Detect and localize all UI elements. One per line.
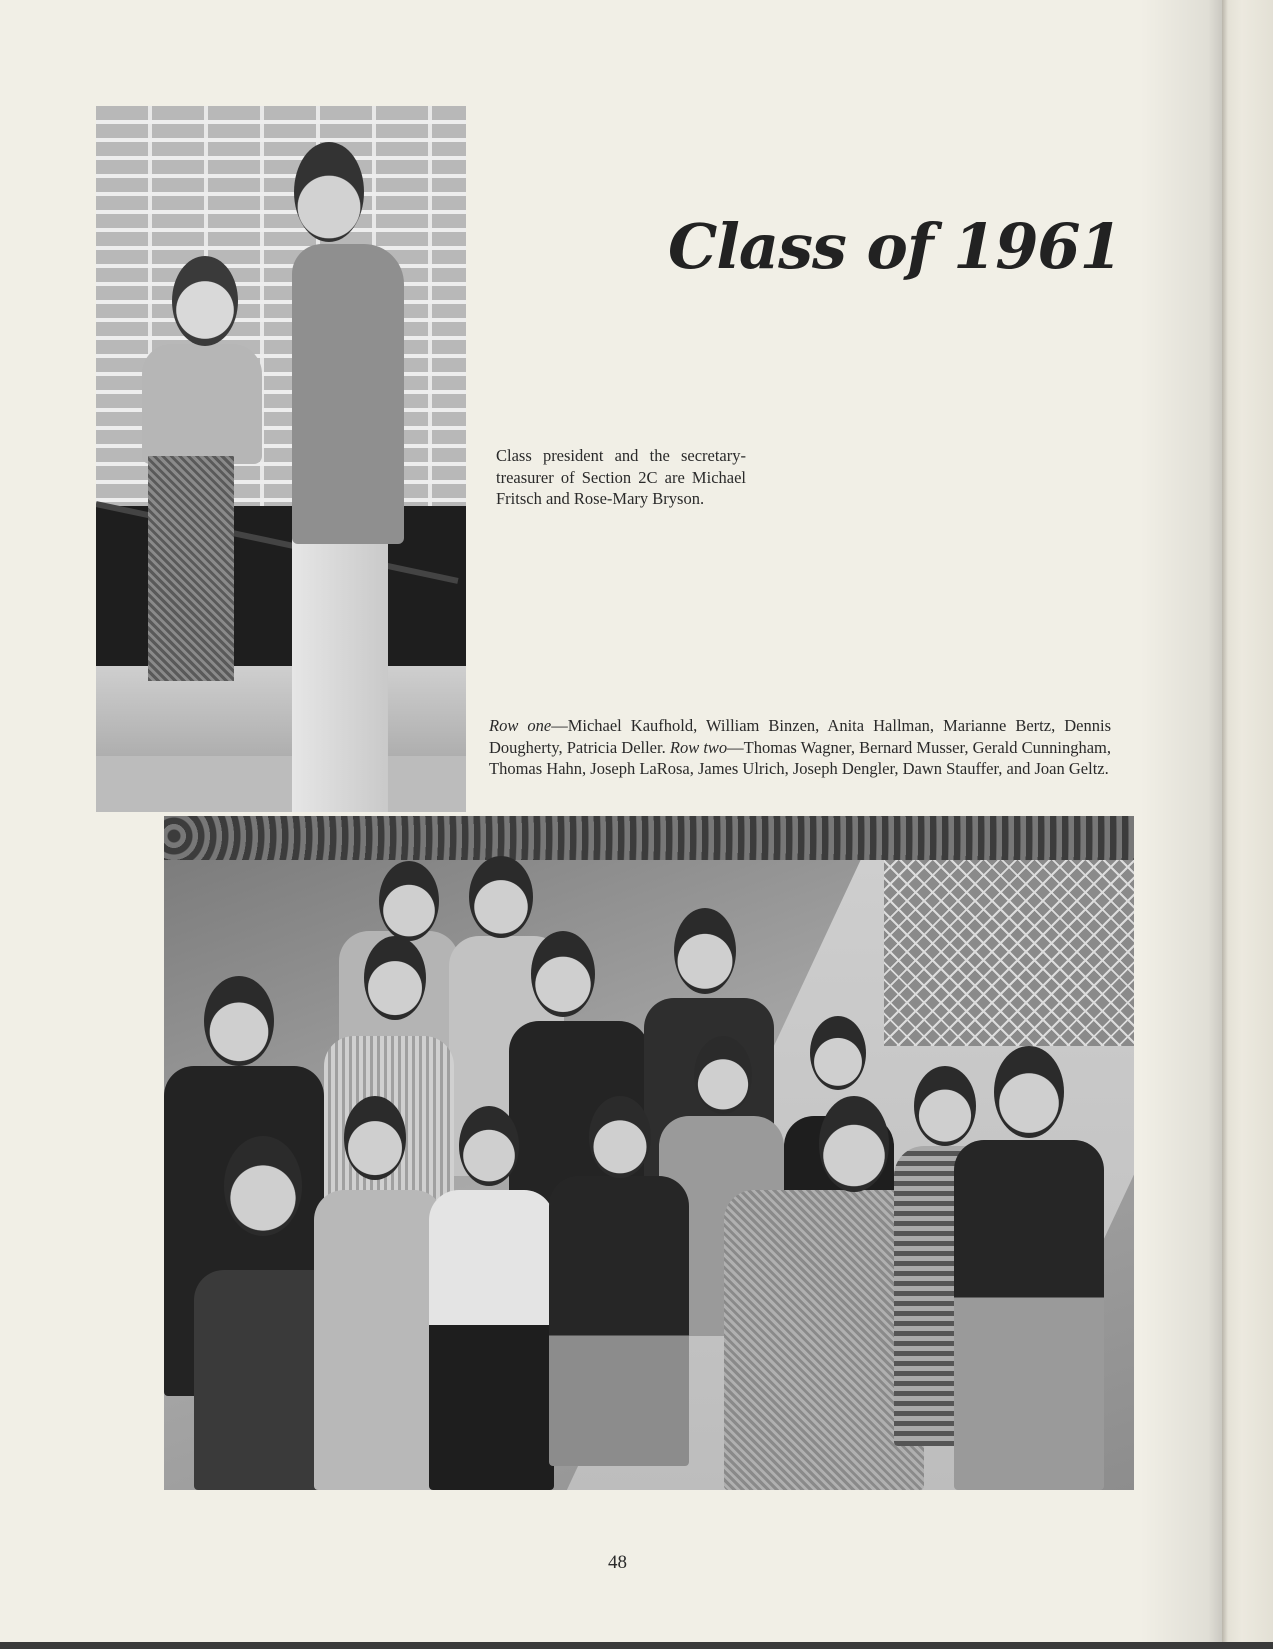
facing-page-edge bbox=[1222, 0, 1273, 1649]
page-number: 48 bbox=[608, 1552, 627, 1573]
sidewalk bbox=[96, 756, 466, 812]
scan-bottom-edge bbox=[0, 1642, 1273, 1649]
girl-skirt bbox=[148, 456, 234, 681]
hedge bbox=[164, 816, 1134, 860]
row-one-names: —Michael Kaufhold, William Binzen, Anita Hallman, Marianne Bertz, Dennis Dougherty, Patricia Deller. bbox=[489, 716, 1111, 757]
group-caption bbox=[489, 715, 1111, 780]
boy-jacket bbox=[292, 244, 404, 544]
student-figure bbox=[549, 1096, 689, 1466]
gutter-shadow bbox=[1140, 0, 1225, 1649]
girl-head bbox=[172, 256, 238, 346]
row-two-names: —Thomas Wagner, Bernard Musser, Gerald Cunningham, Thomas Hahn, Joseph LaRosa, James Ulrich, Joseph Dengler, Dawn Stauffer, and Joan Geltz. bbox=[489, 737, 1111, 778]
officers-caption: Class president and the secretary-treasurer of Section 2C are Michael Fritsch and Rose-Mary Bryson. bbox=[496, 446, 746, 508]
boy-head bbox=[294, 142, 364, 242]
boy-trousers bbox=[292, 526, 388, 812]
student-figure bbox=[954, 1046, 1104, 1490]
group-photo bbox=[164, 816, 1134, 1490]
row-one-label: Row one bbox=[489, 716, 552, 735]
page-title: Class of 1961 bbox=[668, 210, 1122, 283]
student-figure bbox=[429, 1106, 554, 1490]
officers-photo bbox=[96, 106, 466, 812]
row-two-label: Row two bbox=[669, 737, 728, 757]
student-figure bbox=[314, 1096, 444, 1490]
girl-blouse bbox=[142, 344, 262, 464]
